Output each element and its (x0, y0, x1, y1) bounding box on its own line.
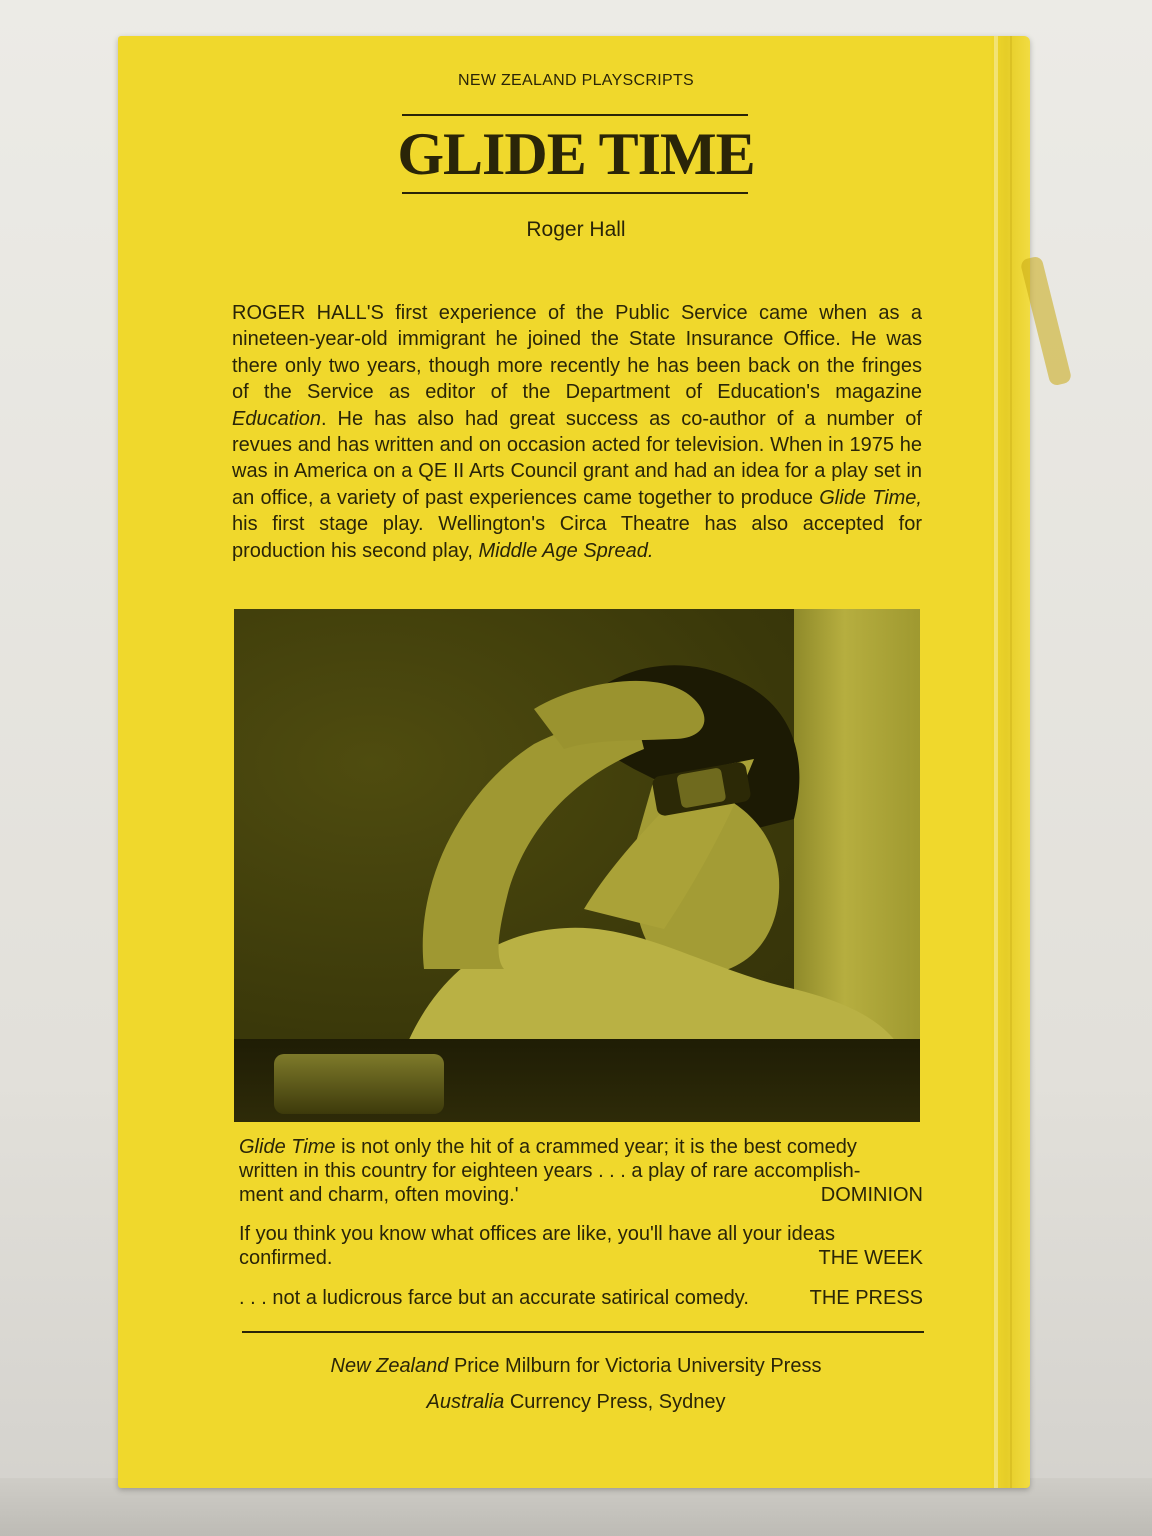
quote-source: THE PRESS (809, 1286, 923, 1309)
quote-text: confirmed. (239, 1247, 333, 1270)
typewriter (274, 1054, 444, 1114)
review-quotes (239, 1136, 923, 1327)
publisher-new-zealand (0, 1348, 1152, 1384)
quote-the-week (239, 1223, 923, 1271)
publisher-region: Australia (426, 1391, 505, 1413)
title-rule-bottom (402, 192, 748, 194)
author-name: Roger Hall (526, 218, 626, 241)
quote-italic-title: Glide Time (239, 1136, 336, 1158)
quote-text: If you think you know what offices are like, you'll have all your ideas (239, 1223, 835, 1246)
bio-italic-education: Education (232, 407, 321, 430)
publishers-rule (242, 1331, 924, 1333)
publisher-australia (0, 1384, 1152, 1420)
quote-dominion (239, 1136, 923, 1207)
spine-crease-shadow (1010, 36, 1012, 1488)
publisher-name: Price Milburn for Victoria University Press (453, 1355, 822, 1377)
publisher-name: Currency Press, Sydney (509, 1391, 726, 1413)
title-rule-top (402, 114, 748, 116)
spine-crease (994, 36, 998, 1488)
quote-text: written in this country for eighteen years . . . a play of rare accomplish- (239, 1159, 861, 1182)
quote-text: . . . not a ludicrous farce but an accurate satirical comedy. (239, 1286, 749, 1309)
author-photo (234, 609, 920, 1122)
quote-the-press (239, 1287, 923, 1311)
hands-shape (534, 681, 704, 749)
bio-italic-glide-time: Glide Time, (819, 486, 922, 509)
publisher-region: New Zealand (330, 1355, 449, 1377)
quote-source: DOMINION (820, 1183, 923, 1206)
quote-text: ment and charm, often moving.' (239, 1183, 519, 1206)
publisher-list (0, 1348, 1152, 1420)
bio-text-3: his first stage play. Wellington's Circa Theatre has also accepted for production his second play, (232, 513, 922, 562)
bio-text-2: . He has also had great success as co-author of a number of revues and has written and on occasion acted for television. When in 1975 he was in America on a QE II Arts Council grant and had an idea for a play set in an office, a variety of past experiences came together to produce (232, 407, 922, 509)
series-name: NEW ZEALAND PLAYSCRIPTS (458, 72, 694, 89)
quote-text: is not only the hit of a crammed year; it is the best comedy (335, 1136, 857, 1158)
book-title: GLIDE TIME (397, 121, 755, 187)
quote-source: THE WEEK (818, 1247, 923, 1270)
left-arm-shape (423, 709, 644, 969)
bio-italic-middle-age-spread: Middle Age Spread. (478, 539, 654, 562)
bio-text-1: ROGER HALL'S first experience of the Public Service came when as a nineteen-year-old immigrant he joined the State Insurance Office. He was there only two years, though more recently he has been back on the fringes of the Service as editor of the Department of Education's magazine (232, 302, 922, 404)
author-biography (232, 300, 922, 564)
